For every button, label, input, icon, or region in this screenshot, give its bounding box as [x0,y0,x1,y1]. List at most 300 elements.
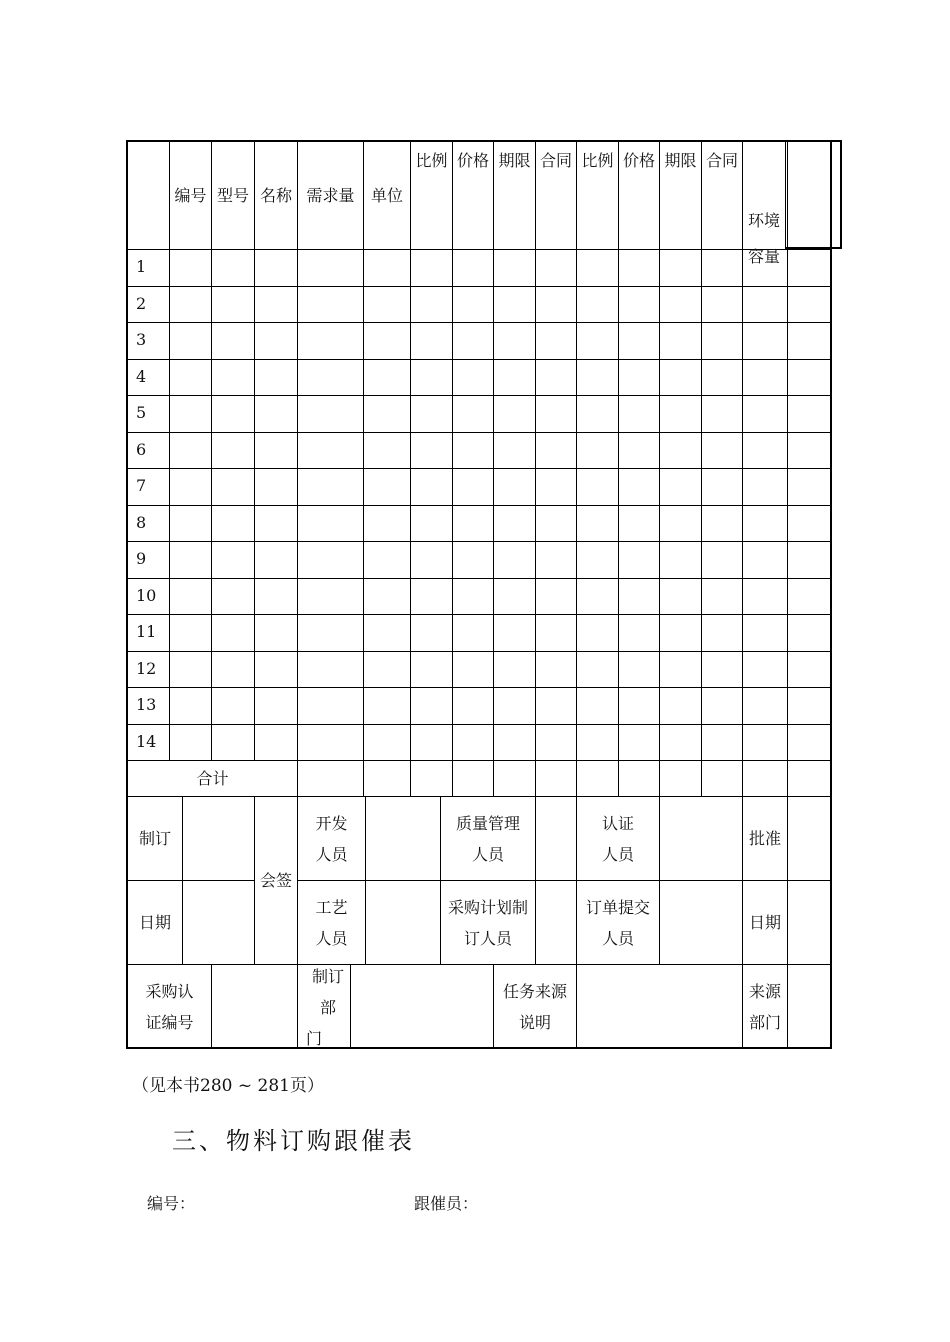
follower-field-label: 跟催员： [414,1194,479,1213]
table-cell [743,322,788,359]
table-cell [660,395,702,432]
table-cell [170,578,212,614]
row-number-cell: 4 [128,359,170,395]
order-staff-label-cell [577,880,660,964]
table-cell [660,578,702,614]
table-cell [170,286,212,322]
table-cell [743,578,788,614]
table-cell [619,249,660,286]
table-cell [577,505,619,541]
table-cell [577,322,619,359]
table-cell [453,249,494,286]
table-cell [702,687,743,724]
table-cell [411,286,453,322]
total-cell [660,760,702,796]
table-cell [660,505,702,541]
table-cell [788,687,832,724]
table-cell [577,286,619,322]
table-cell [743,432,788,468]
table-cell [453,468,494,505]
source-dept-label-cell-line-2: 部门 [748,1013,781,1032]
table-cell [536,687,577,724]
table-cell [660,432,702,468]
task-source-label-cell-line-2: 说明 [518,1013,551,1032]
table-cell [494,432,536,468]
cert-staff-label-cell [577,796,660,880]
total-cell [453,760,494,796]
env-capacity-label [744,203,784,275]
table-cell [298,541,364,578]
table-cell [255,651,298,687]
table-cell [619,614,660,651]
table-cell [364,651,411,687]
total-cell [619,760,660,796]
table-cell [660,359,702,395]
table-cell [702,505,743,541]
table-cell [364,687,411,724]
table-cell [743,395,788,432]
table-cell [660,249,702,286]
qc-staff-label-cell-line-2: 人员 [471,844,504,864]
header-group-a-1: 比例 [411,140,453,249]
table-cell [170,468,212,505]
table-cell [453,578,494,614]
table-cell [298,505,364,541]
table-cell [255,614,298,651]
purchase-plan-table [126,140,831,1049]
order-staff-value-cell [660,880,743,964]
row-number-cell: 13 [128,687,170,724]
table-cell [298,651,364,687]
table-cell [453,322,494,359]
table-cell [453,359,494,395]
table-cell [788,286,832,322]
table-cell [577,541,619,578]
row-number-cell: 2 [128,286,170,322]
table-cell [212,395,255,432]
table-cell [536,468,577,505]
table-cell [702,286,743,322]
row-number-cell: 6 [128,432,170,468]
row-number-cell: 8 [128,505,170,541]
header-group-a-3: 期限 [494,140,536,249]
table-cell [255,359,298,395]
dept-value-cell [351,964,494,1049]
total-cell [743,760,788,796]
table-cell [788,395,832,432]
table-cell [743,651,788,687]
section-title: 三、物料订购跟催表 [172,1127,415,1155]
table-cell [411,505,453,541]
table-cell [788,359,832,395]
table-cell [702,468,743,505]
table-cell [619,286,660,322]
header-group-b-3: 期限 [660,140,702,249]
table-cell [453,432,494,468]
table-cell [577,395,619,432]
table-cell [536,432,577,468]
table-cell [255,578,298,614]
table-cell [536,724,577,760]
table-cell [619,359,660,395]
table-cell [494,249,536,286]
task-source-value-cell [577,964,743,1049]
table-cell [788,651,832,687]
dept-label-cell-line-1: 制订部 [311,966,344,1017]
table-cell [788,614,832,651]
table-cell [660,541,702,578]
table-cell [364,395,411,432]
table-cell [298,395,364,432]
row-number-cell: 7 [128,468,170,505]
table-cell [255,468,298,505]
total-cell [577,760,619,796]
table-cell [577,687,619,724]
table-cell [170,359,212,395]
table-cell [702,541,743,578]
table-cell [212,578,255,614]
table-cell [212,687,255,724]
cert-staff-label-cell-line-1: 认证 [601,813,634,833]
date2-label-cell: 日期 [743,880,788,964]
plan-staff-label-cell-line-2: 订人员 [463,928,512,948]
header-extra-column-box [785,140,842,249]
table-cell [411,651,453,687]
total-cell [494,760,536,796]
plan-staff-label-cell [441,880,536,964]
table-cell [170,505,212,541]
table-cell [702,432,743,468]
table-cell [577,651,619,687]
table-cell [453,651,494,687]
table-cell [255,724,298,760]
table-cell [494,395,536,432]
table-cell [494,541,536,578]
row-number-cell: 3 [128,322,170,359]
table-cell [212,359,255,395]
table-cell [411,614,453,651]
table-cell [743,724,788,760]
table-cell [212,724,255,760]
total-cell [411,760,453,796]
table-cell [660,286,702,322]
table-cell [536,651,577,687]
row-number-cell: 9 [128,541,170,578]
table-cell [494,724,536,760]
table-cell [411,541,453,578]
cert-no-label-cell [128,964,212,1049]
table-cell [212,614,255,651]
dev-staff-value-cell [366,796,441,880]
table-cell [212,541,255,578]
header-demand: 需求量 [298,140,364,249]
table-cell [411,578,453,614]
qc-staff-value-cell [536,796,577,880]
total-cell [364,760,411,796]
table-cell [788,578,832,614]
table-cell [411,322,453,359]
table-cell [536,286,577,322]
table-cell [788,468,832,505]
table-cell [788,322,832,359]
table-cell [494,322,536,359]
table-cell [453,286,494,322]
table-cell [364,286,411,322]
approve-label-cell: 批准 [743,796,788,880]
table-cell [619,505,660,541]
env-capacity-line-2: 容量 [747,247,780,266]
total-cell [702,760,743,796]
table-cell [619,322,660,359]
table-cell [619,724,660,760]
date-label-cell: 日期 [128,880,183,964]
made-label-cell: 制订 [128,796,183,880]
table-cell [536,359,577,395]
table-cell [494,578,536,614]
dev-staff-label-cell-line-1: 开发 [315,813,348,833]
table-cell [411,468,453,505]
table-cell [298,578,364,614]
table-cell [536,395,577,432]
dept-label-cell [298,964,351,1049]
total-cell [536,760,577,796]
table-cell [788,432,832,468]
table-cell [619,468,660,505]
table-cell [743,359,788,395]
order-staff-label-cell-line-1: 订单提交 [585,897,650,917]
made-value-cell [183,796,255,880]
table-cell [788,249,832,286]
table-cell [411,395,453,432]
table-cell [702,395,743,432]
table-cell [453,724,494,760]
qc-staff-label-cell-line-1: 质量管理 [455,813,520,833]
cert-staff-value-cell [660,796,743,880]
table-cell [536,578,577,614]
row-number-cell: 14 [128,724,170,760]
table-cell [170,687,212,724]
plan-staff-value-cell [536,880,577,964]
table-cell [364,578,411,614]
table-cell [364,359,411,395]
header-group-b-4: 合同 [702,140,743,249]
table-cell [255,249,298,286]
table-cell [788,724,832,760]
table-cell [660,651,702,687]
table-cell [536,322,577,359]
table-cell [212,505,255,541]
dev-staff-label-cell [298,796,366,880]
table-cell [255,505,298,541]
table-cell [170,651,212,687]
table-cell [702,614,743,651]
table-cell [619,395,660,432]
table-cell [660,322,702,359]
header-name: 名称 [255,140,298,249]
table-cell [494,468,536,505]
table-cell [298,724,364,760]
table-cell [702,724,743,760]
process-staff-value-cell [366,880,441,964]
table-cell [212,286,255,322]
table-cell [411,249,453,286]
process-staff-label-cell-line-2: 人员 [315,928,348,948]
table-cell [577,578,619,614]
table-cell [364,724,411,760]
table-cell [619,687,660,724]
table-cell [255,322,298,359]
total-cell [788,760,832,796]
table-cell [619,651,660,687]
dept-label-cell-line-2: 门 [306,1028,323,1048]
header-group-a-4: 合同 [536,140,577,249]
table-cell [212,432,255,468]
table-cell [170,724,212,760]
table-cell [298,687,364,724]
page-reference-note: （见本书280 ~ 281页） [132,1076,324,1096]
countersign-label-cell: 会签 [255,796,298,964]
table-cell [453,395,494,432]
number-field-label: 编号： [147,1194,196,1213]
table-cell [212,651,255,687]
table-cell [619,432,660,468]
table-cell [364,249,411,286]
total-cell [298,760,364,796]
table-cell [577,359,619,395]
env-capacity-line-1: 环境 [747,211,780,230]
table-cell [536,614,577,651]
table-cell [255,432,298,468]
table-cell [536,249,577,286]
table-cell [743,687,788,724]
table-cell [743,468,788,505]
table-cell [743,505,788,541]
table-cell [364,541,411,578]
table-cell [494,505,536,541]
table-cell [453,687,494,724]
table-cell [453,541,494,578]
row-number-cell: 11 [128,614,170,651]
table-cell [577,249,619,286]
header-unit: 单位 [364,140,411,249]
table-cell [298,249,364,286]
table-cell [536,505,577,541]
table-cell [494,286,536,322]
table-cell [212,468,255,505]
cert-staff-label-cell-line-2: 人员 [601,844,634,864]
table-cell [577,724,619,760]
total-label-cell: 合计 [128,760,298,796]
table-cell [788,505,832,541]
table-cell [212,249,255,286]
source-dept-label-cell [743,964,788,1049]
row-number-cell: 12 [128,651,170,687]
table-cell [255,286,298,322]
plan-staff-label-cell-line-1: 采购计划制 [447,897,528,917]
cert-no-label-cell-line-2: 证编号 [145,1013,194,1032]
table-cell [494,614,536,651]
table-cell [170,322,212,359]
table-cell [298,286,364,322]
table-cell [255,541,298,578]
task-source-label-cell-line-1: 任务来源 [502,982,567,1001]
table-cell [743,614,788,651]
row-number-cell: 5 [128,395,170,432]
header-group-b-2: 价格 [619,140,660,249]
table-cell [255,395,298,432]
table-cell [411,432,453,468]
table-cell [298,359,364,395]
table-cell [619,541,660,578]
table-cell [619,578,660,614]
table-cell [364,322,411,359]
table-cell [788,541,832,578]
table-cell [702,578,743,614]
table-cell [411,687,453,724]
table-cell [298,468,364,505]
table-cell [743,541,788,578]
table-cell [577,614,619,651]
table-cell [411,724,453,760]
source-dept-value-cell [788,964,832,1049]
process-staff-label-cell [298,880,366,964]
table-cell [453,614,494,651]
table-cell [660,468,702,505]
table-cell [494,687,536,724]
table-cell [702,359,743,395]
table-cell [660,614,702,651]
table-cell [170,541,212,578]
task-source-label-cell [494,964,577,1049]
table-cell [364,432,411,468]
approve-value-cell [788,796,832,880]
table-cell [494,359,536,395]
header-group-b-1: 比例 [577,140,619,249]
table-cell [364,468,411,505]
source-dept-label-cell-line-1: 来源 [748,982,781,1001]
table-cell [702,322,743,359]
header-corner-cell [128,140,170,249]
date2-value-cell [788,880,832,964]
table-cell [536,541,577,578]
table-cell [453,505,494,541]
table-cell [702,651,743,687]
table-cell [702,249,743,286]
row-number-cell: 10 [128,578,170,614]
table-cell [170,614,212,651]
table-cell [494,651,536,687]
table-cell [577,432,619,468]
table-cell [743,286,788,322]
table-cell [170,395,212,432]
table-cell [298,322,364,359]
table-cell [577,468,619,505]
header-group-a-2: 价格 [453,140,494,249]
table-cell [170,249,212,286]
cert-no-label-cell-line-1: 采购认 [145,982,194,1001]
table-cell [364,614,411,651]
table-cell [170,432,212,468]
header-no: 编号 [170,140,212,249]
row-number-cell: 1 [128,249,170,286]
table-cell [255,687,298,724]
table-cell [411,359,453,395]
cert-no-value-cell [212,964,298,1049]
table-cell [212,322,255,359]
qc-staff-label-cell [441,796,536,880]
table-cell [298,432,364,468]
table-cell [660,724,702,760]
